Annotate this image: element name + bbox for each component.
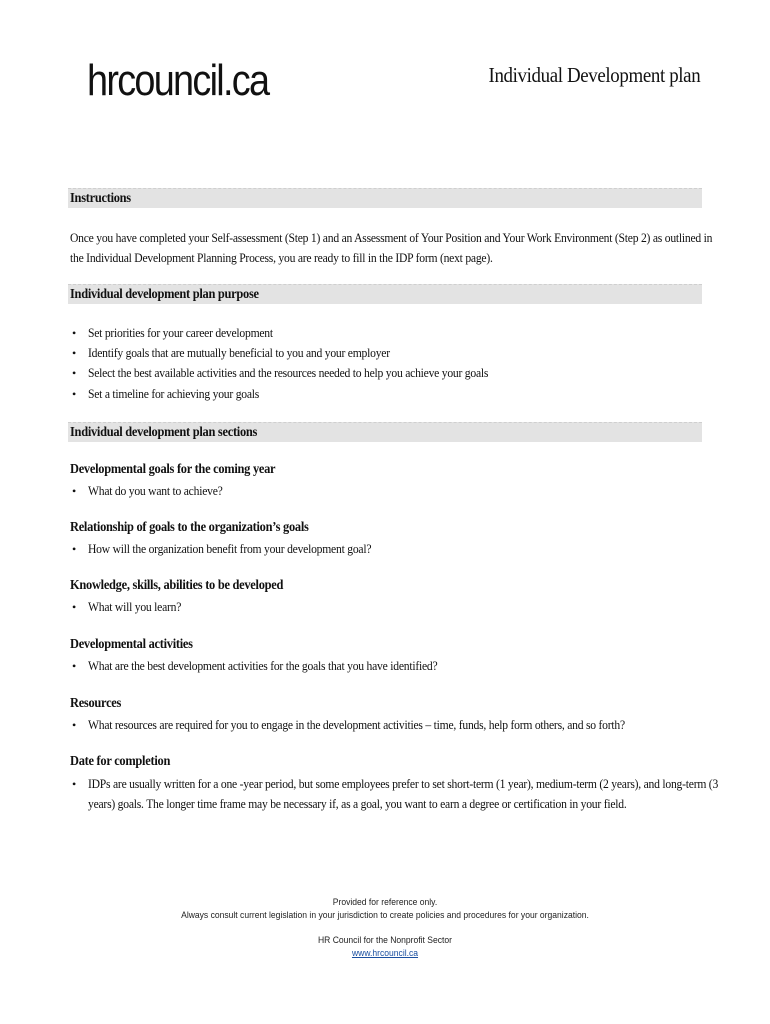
- list-item: • What will you learn?: [70, 597, 710, 617]
- section-title-relationship: Relationship of goals to the organization’s goals: [70, 519, 309, 534]
- document-title: Individual Development plan: [488, 63, 700, 87]
- section-knowledge-list: [70, 597, 710, 617]
- purpose-list: [70, 323, 710, 404]
- purpose-heading: Individual development plan purpose: [70, 286, 259, 301]
- section-activities-list: [70, 656, 710, 676]
- list-item: • What resources are required for you to engage in the development activities – time, funds, help form others, and so forth?: [70, 715, 710, 735]
- list-item: • Set priorities for your career development: [70, 323, 710, 343]
- list-item: • How will the organization benefit from your development goal?: [70, 539, 710, 559]
- list-item: • Set a timeline for achieving your goals: [70, 384, 710, 404]
- footer-website-link[interactable]: www.hrcouncil.ca: [351, 948, 419, 958]
- instructions-line-1: Once you have completed your Self-assessment (Step 1) and an Assessment of Your Position and Your Work Environment (Step 2) as outlined in: [70, 231, 713, 245]
- section-title-knowledge: Knowledge, skills, abilities to be developed: [70, 577, 284, 592]
- section-goals-list: [70, 481, 710, 501]
- list-item: • What are the best development activities for the goals that you have identified?: [70, 656, 710, 676]
- section-relationship-list: [70, 539, 710, 559]
- section-completion-list: [70, 774, 719, 814]
- list-item: • IDPs are usually written for a one -year period, but some employees prefer to set short-term (1 year), medium-term (2 years), and long-term (3 years) goals. The longer time frame may be necessary if, as a goal, you want to earn a degree or certification in your field.: [70, 774, 710, 814]
- purpose-heading-band: [68, 284, 702, 304]
- list-item: • What do you want to achieve?: [70, 481, 710, 501]
- list-item: • Select the best available activities and the resources needed to help you achieve your goals: [70, 363, 710, 383]
- footer-legislation-note: Always consult current legislation in your jurisdiction to create policies and procedures for your organization.: [181, 910, 589, 920]
- section-resources-list: [70, 715, 710, 735]
- instructions-heading-band: [68, 188, 702, 208]
- list-item: • Identify goals that are mutually beneficial to you and your employer: [70, 343, 710, 363]
- section-title-activities: Developmental activities: [70, 636, 193, 651]
- footer: [0, 896, 770, 960]
- footer-organization: HR Council for the Nonprofit Sector: [317, 935, 453, 945]
- section-title-resources: Resources: [70, 695, 122, 710]
- instructions-paragraph: [70, 228, 713, 268]
- footer-reference-note: Provided for reference only.: [332, 897, 438, 907]
- section-title-completion: Date for completion: [70, 753, 171, 768]
- section-title-goals: Developmental goals for the coming year: [70, 461, 276, 476]
- sections-heading: Individual development plan sections: [70, 424, 258, 439]
- instructions-heading: Instructions: [70, 190, 131, 205]
- instructions-line-2: the Individual Development Planning Process, you are ready to fill in the IDP form (next page).: [70, 251, 493, 265]
- hrcouncil-logo: hrcouncil.ca: [87, 56, 269, 105]
- sections-heading-band: [68, 422, 702, 442]
